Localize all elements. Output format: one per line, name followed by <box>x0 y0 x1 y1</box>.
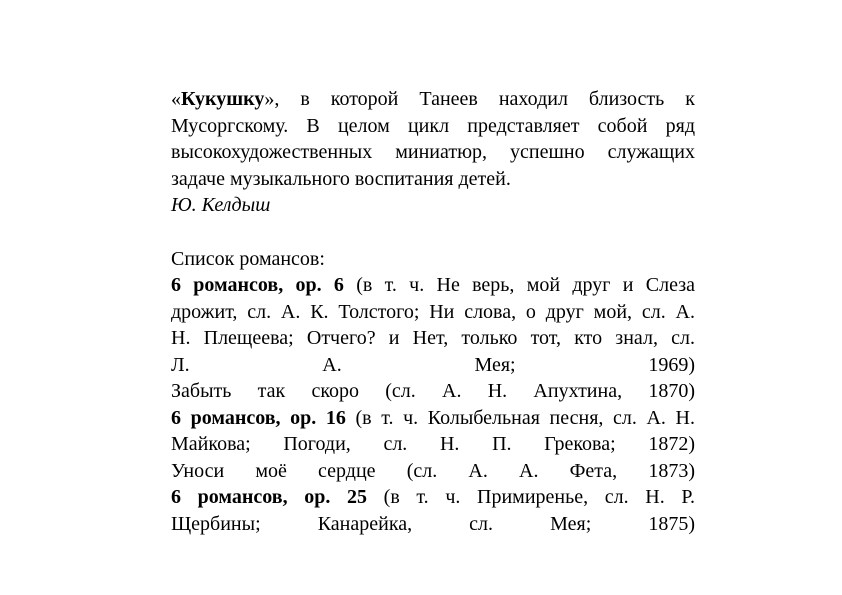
romance-line-7: Майкова; Погоди, сл. Н. П. Грекова; 1872) <box>171 433 695 455</box>
romance-line-6: 6 романсов, ор. 16 (в т. ч. Колыбельная песня, сл. А. Н. <box>171 406 695 429</box>
list-heading: Список романсов: <box>171 247 325 270</box>
romance-line-2: дрожит, сл. А. К. Толстого; Ни слова, о друг мой, сл. А. <box>171 300 695 323</box>
opus-title: 6 романсов, ор. 25 <box>171 486 368 508</box>
highlighted-title: Кукушку <box>181 88 265 110</box>
romance-line-5: Забыть так скоро (сл. А. Н. Апухтина, 1870) <box>171 380 695 402</box>
romance-line-9: 6 романсов, ор. 25 (в т. ч. Примиренье, сл. Н. Р. <box>171 486 695 508</box>
romance-line-8: Уноси моё сердце (сл. А. А. Фета, 1873) <box>171 459 695 482</box>
romance-line-3: Н. Плещеева; Отчего? и Нет, только тот, кто знал, сл. <box>171 327 695 349</box>
quote-line-4: задаче музыкального воспитания детей. <box>171 167 511 190</box>
romance-line-10: Щербины; Канарейка, сл. Мея; 1875) <box>171 512 695 535</box>
paragraph-gap <box>171 219 695 246</box>
author-signature: Ю. Келдыш <box>171 194 271 216</box>
romance-line-4: Л. А. Мея; 1969) <box>171 353 695 376</box>
romance-line-1: 6 романсов, ор. 6 (в т. ч. Не верь, мой друг и Слеза <box>171 274 695 296</box>
quote-line-1: «Кукушку», в которой Танеев находил близость к <box>171 88 695 110</box>
quote-line-3: высокохудожественных миниатюр, успешно служащих <box>171 141 695 163</box>
document-page <box>171 86 695 537</box>
opus-title: 6 романсов, ор. 16 <box>171 406 346 429</box>
quote-line-2: Мусоргскому. В целом цикл представляет собой ряд <box>171 114 695 137</box>
opus-title: 6 романсов, ор. 6 <box>171 274 344 296</box>
